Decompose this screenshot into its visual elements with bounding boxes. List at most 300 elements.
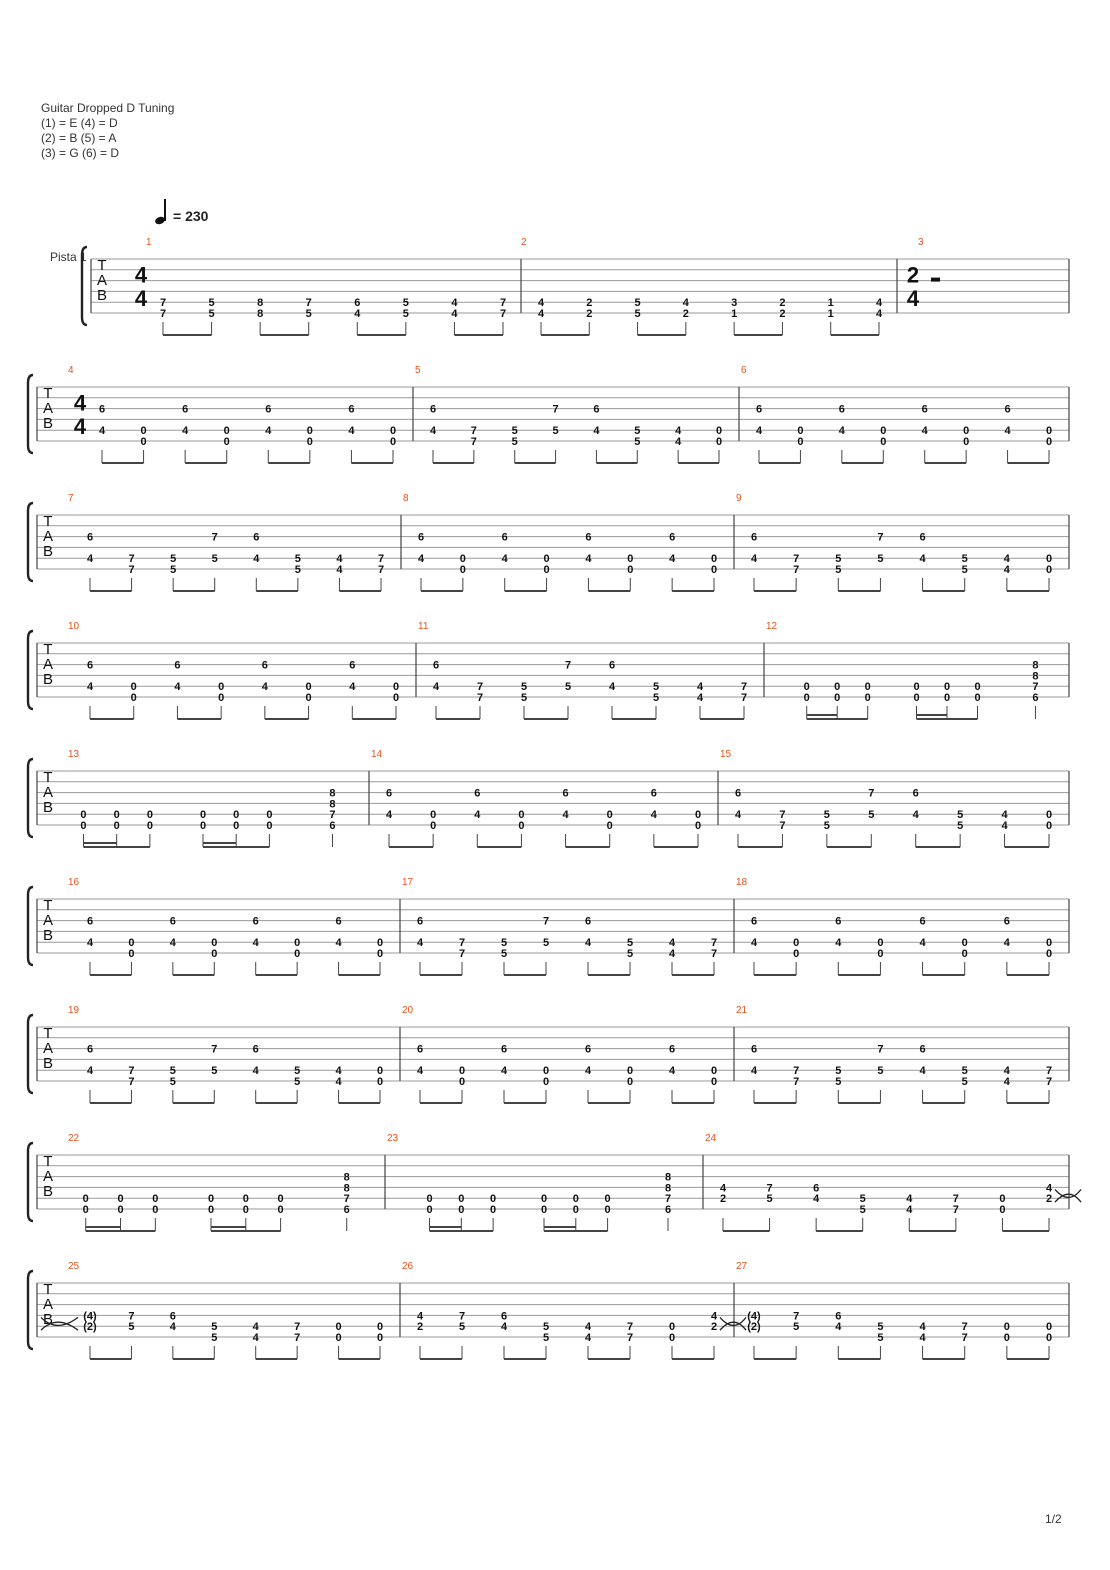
fret-number: 6 <box>261 659 268 672</box>
fret-number: 5 <box>170 553 177 566</box>
measure-number: 10 <box>68 621 80 632</box>
fret-number: 0 <box>604 1204 611 1216</box>
fret-number: 6 <box>417 531 425 544</box>
fret-number: 0 <box>606 809 613 822</box>
fret-number: 0 <box>277 1204 284 1216</box>
fret-number: 0 <box>1003 1321 1010 1334</box>
fret-number: 6 <box>432 659 440 672</box>
fret-number: 0 <box>458 1204 465 1216</box>
fret-number: 5 <box>511 436 518 448</box>
fret-number: 0 <box>199 820 207 832</box>
fret-number: 5 <box>211 1321 218 1334</box>
fret-number: 4 <box>86 681 94 694</box>
system-bracket <box>28 1015 33 1093</box>
fret-number: 4 <box>584 1332 592 1344</box>
fret-number: 7 <box>305 297 312 310</box>
fret-number: 5 <box>208 297 215 310</box>
fret-number: 2 <box>1045 1193 1053 1206</box>
fret-number: 4 <box>252 1065 259 1078</box>
fret-number: 4 <box>451 297 458 310</box>
fret-number: 0 <box>543 553 550 566</box>
fret-number: 5 <box>208 308 215 320</box>
fret-number: 6 <box>919 915 926 928</box>
measure-number: 18 <box>736 877 748 888</box>
fret-number: (2) <box>747 1321 761 1334</box>
fret-number: 7 <box>793 1310 800 1323</box>
fret-number: 6 <box>252 915 259 928</box>
fret-number: 5 <box>961 1065 968 1078</box>
fret-number: 0 <box>294 948 301 960</box>
fret-number: 6 <box>664 1204 672 1216</box>
fret-number: 5 <box>957 809 964 822</box>
tab-clef-letter: A <box>42 400 54 417</box>
fret-number: 0 <box>376 1321 384 1334</box>
fret-number: 5 <box>766 1193 773 1206</box>
fret-number: 4 <box>354 308 361 320</box>
system-bracket <box>28 375 33 453</box>
fret-number: 4 <box>562 809 569 822</box>
fret-number: 6 <box>1003 915 1010 928</box>
fret-number: 7 <box>329 809 336 822</box>
fret-number: 1 <box>827 308 834 320</box>
fret-number: 4 <box>86 937 94 950</box>
fret-number: 7 <box>476 692 484 704</box>
tab-clef-letter: T <box>43 385 53 402</box>
fret-number: 4 <box>584 1321 592 1334</box>
system-bracket <box>82 247 87 325</box>
fret-number: 1 <box>827 297 834 310</box>
tab-clef-letter: A <box>42 912 54 929</box>
fret-number: 6 <box>474 787 481 800</box>
fret-number: 0 <box>880 436 887 448</box>
fret-number: 0 <box>974 692 981 704</box>
half-rest <box>931 278 940 282</box>
tab-clef-letter: A <box>96 272 108 289</box>
fret-number: 0 <box>1045 948 1053 960</box>
fret-number: 5 <box>542 937 550 950</box>
fret-number: (2) <box>83 1321 97 1334</box>
fret-number: 6 <box>921 403 928 416</box>
fret-number: 7 <box>1032 681 1039 694</box>
measure-number: 19 <box>68 1005 80 1016</box>
fret-number: 7 <box>1045 1076 1053 1088</box>
fret-number: 0 <box>913 681 920 694</box>
fret-number: 0 <box>266 809 273 822</box>
fret-number: 5 <box>402 297 409 310</box>
fret-number: 4 <box>500 1321 508 1334</box>
fret-number: 0 <box>233 820 240 832</box>
measure-number: 11 <box>418 621 429 632</box>
fret-number: 5 <box>859 1204 866 1216</box>
fret-number: 0 <box>376 1332 384 1344</box>
fret-number: 0 <box>306 425 313 438</box>
fret-number: 6 <box>252 1043 259 1056</box>
tab-clef-letter: T <box>43 1025 53 1042</box>
fret-number: 4 <box>169 1321 176 1334</box>
measure-number: 6 <box>741 365 747 376</box>
fret-number: 4 <box>675 425 682 438</box>
fret-number: 6 <box>500 1043 508 1056</box>
measure-number: 23 <box>387 1133 399 1144</box>
fret-number: 0 <box>864 681 871 694</box>
fret-number: 0 <box>117 1193 124 1206</box>
fret-number: 5 <box>294 553 301 566</box>
tab-clef-letter: T <box>43 769 53 786</box>
fret-number: 4 <box>335 1065 342 1078</box>
fret-number: 5 <box>877 553 884 566</box>
fret-number: 0 <box>207 1204 215 1216</box>
fret-number: 5 <box>835 553 842 566</box>
fret-number: 0 <box>218 692 225 704</box>
fret-number: 4 <box>335 937 342 950</box>
fret-number: 5 <box>877 1321 884 1334</box>
fret-number: 6 <box>329 820 336 832</box>
fret-number: 5 <box>868 809 875 822</box>
fret-number: 7 <box>552 403 559 416</box>
tab-clef-letter: T <box>43 897 53 914</box>
fret-number: 0 <box>1045 809 1053 822</box>
fret-number: 4 <box>474 809 481 822</box>
fret-number: 6 <box>86 531 94 544</box>
fret-number: 5 <box>877 1332 884 1344</box>
fret-number: 0 <box>1045 820 1053 832</box>
fret-number: 5 <box>458 1321 466 1334</box>
fret-number: 0 <box>207 1193 215 1206</box>
fret-number: 7 <box>458 1310 466 1323</box>
fret-number: 0 <box>117 1204 124 1216</box>
fret-number: 7 <box>128 564 135 576</box>
fret-number: 4 <box>585 553 592 566</box>
fret-number: 0 <box>80 809 87 822</box>
tab-clef-letter: T <box>43 1281 53 1298</box>
fret-number: 7 <box>128 1076 135 1088</box>
fret-number: 5 <box>542 1321 550 1334</box>
tab-clef-letter: A <box>42 1168 54 1185</box>
fret-number: 5 <box>634 308 641 320</box>
fret-number: 6 <box>750 1043 758 1056</box>
fret-number: 0 <box>963 425 970 438</box>
fret-number: 0 <box>1045 436 1053 448</box>
fret-number: 6 <box>1004 403 1011 416</box>
fret-number: 5 <box>500 948 508 960</box>
fret-number: 0 <box>459 553 466 566</box>
time-signature-bottom: 4 <box>906 286 920 312</box>
fret-number: 6 <box>734 787 742 800</box>
fret-number: 4 <box>906 1204 913 1216</box>
fret-number: 0 <box>710 553 718 566</box>
fret-number: 0 <box>306 436 313 448</box>
fret-number: 4 <box>265 425 272 438</box>
fret-number: 8 <box>664 1182 672 1195</box>
fret-number: 4 <box>719 1182 727 1195</box>
fret-number: 0 <box>430 809 437 822</box>
fret-number: 4 <box>682 297 689 310</box>
fret-number: 4 <box>1004 425 1011 438</box>
fret-number: 0 <box>606 820 613 832</box>
fret-number: 7 <box>159 297 167 310</box>
tab-clef-letter: A <box>42 528 54 545</box>
system-bracket <box>28 1143 33 1221</box>
fret-number: 5 <box>634 297 641 310</box>
fret-number: 7 <box>476 681 484 694</box>
fret-number: 0 <box>803 681 810 694</box>
fret-number: 6 <box>86 915 94 928</box>
fret-number: 4 <box>919 553 926 566</box>
fret-number: 0 <box>793 937 800 950</box>
fret-number: 2 <box>779 297 786 310</box>
fret-number: 4 <box>696 681 704 694</box>
track-label: Pista 1 <box>50 250 87 264</box>
fret-number: 5 <box>211 553 218 566</box>
fret-number: 4 <box>1001 820 1008 832</box>
fret-number: 6 <box>169 915 176 928</box>
fret-number: 6 <box>265 403 272 416</box>
fret-number: 4 <box>336 553 343 566</box>
fret-number: 0 <box>877 948 884 960</box>
fret-number: 6 <box>835 1310 842 1323</box>
fret-number: 6 <box>169 1310 176 1323</box>
fret-number: 0 <box>797 436 804 448</box>
fret-number: 7 <box>793 564 800 576</box>
fret-number: 4 <box>98 425 106 438</box>
fret-number: 7 <box>626 1321 634 1334</box>
fret-number: 5 <box>542 1332 550 1344</box>
fret-number: 6 <box>585 531 592 544</box>
fret-number: 7 <box>343 1193 350 1206</box>
measure-number: 4 <box>68 365 74 376</box>
fret-number: 0 <box>1003 1332 1010 1344</box>
fret-number: 7 <box>211 531 218 544</box>
fret-number: 7 <box>740 681 748 694</box>
fret-number: 4 <box>252 1332 259 1344</box>
fret-number: 7 <box>868 787 875 800</box>
fret-number: 4 <box>734 809 742 822</box>
fret-number: 0 <box>426 1193 433 1206</box>
fret-number: 4 <box>750 1065 758 1078</box>
fret-number: 0 <box>627 553 634 566</box>
tab-clef-letter: B <box>42 671 54 688</box>
fret-number: 7 <box>211 1043 218 1056</box>
fret-number: 0 <box>1045 1321 1053 1334</box>
fret-number: 4 <box>385 809 393 822</box>
fret-number: 2 <box>416 1321 424 1334</box>
fret-number: 0 <box>943 681 951 694</box>
fret-number: 4 <box>875 297 883 310</box>
fret-number: 0 <box>1045 1332 1053 1344</box>
measure-number: 13 <box>68 749 80 760</box>
fret-number: 0 <box>572 1204 579 1216</box>
fret-number: 0 <box>223 436 230 448</box>
fret-number: 7 <box>128 1310 135 1323</box>
fret-number: 5 <box>169 1076 176 1088</box>
fret-number: 0 <box>152 1204 159 1216</box>
fret-number: 5 <box>859 1193 866 1206</box>
system-bracket <box>28 503 33 581</box>
fret-number: (4) <box>747 1310 761 1323</box>
fret-number: 7 <box>377 564 385 576</box>
fret-number: 0 <box>518 820 525 832</box>
fret-number: 7 <box>961 1321 968 1334</box>
tab-clef-letter: B <box>42 799 54 816</box>
fret-number: 0 <box>130 692 137 704</box>
fret-number: 7 <box>159 308 167 320</box>
fret-number: 4 <box>750 553 758 566</box>
fret-number: 0 <box>140 425 147 438</box>
fret-number: 4 <box>169 937 176 950</box>
fret-number: 6 <box>500 1310 508 1323</box>
fret-number: 0 <box>974 681 981 694</box>
fret-number: 7 <box>626 1332 634 1344</box>
fret-number: 5 <box>564 681 572 694</box>
fret-number: 4 <box>182 425 189 438</box>
fret-number: 6 <box>335 915 342 928</box>
fret-number: 0 <box>458 1076 466 1088</box>
fret-number: 5 <box>552 425 559 438</box>
fret-number: 6 <box>608 659 616 672</box>
fret-number: 7 <box>961 1332 968 1344</box>
measure-number: 16 <box>68 877 80 888</box>
fret-number: 7 <box>952 1204 959 1216</box>
fret-number: 5 <box>961 564 968 576</box>
time-signature-top: 2 <box>906 262 920 288</box>
fret-number: 2 <box>779 308 786 320</box>
fret-number: 5 <box>835 1065 842 1078</box>
fret-number: 0 <box>305 692 312 704</box>
tie-arc <box>1055 1189 1081 1197</box>
measure-number: 9 <box>736 493 742 504</box>
fret-number: 5 <box>305 308 312 320</box>
fret-number: 0 <box>943 692 951 704</box>
tempo-value: = 230 <box>173 208 209 224</box>
fret-number: 6 <box>501 531 508 544</box>
fret-number: 8 <box>1032 659 1039 672</box>
tab-clef-letter: T <box>43 641 53 658</box>
fret-number: 0 <box>211 937 218 950</box>
fret-number: 0 <box>710 564 718 576</box>
fret-number: 0 <box>242 1193 249 1206</box>
fret-number: 4 <box>675 436 682 448</box>
fret-number: 0 <box>430 820 437 832</box>
page-number: 1/2 <box>1045 1512 1062 1526</box>
fret-number: 4 <box>875 308 883 320</box>
measure-number: 25 <box>68 1261 80 1272</box>
fret-number: 0 <box>540 1193 548 1206</box>
fret-number: 0 <box>266 820 273 832</box>
fret-number: 0 <box>277 1193 284 1206</box>
fret-number: 4 <box>669 553 676 566</box>
tab-clef-letter: B <box>42 415 54 432</box>
fret-number: 0 <box>793 948 800 960</box>
fret-number: 0 <box>458 1065 466 1078</box>
fret-number: 5 <box>294 1076 301 1088</box>
fret-number: 4 <box>432 681 440 694</box>
tab-clef-letter: B <box>42 1311 54 1328</box>
fret-number: 0 <box>82 1193 89 1206</box>
fret-number: 2 <box>710 1321 718 1334</box>
time-signature-bottom: 4 <box>134 286 148 312</box>
fret-number: 6 <box>349 659 356 672</box>
fret-number: 7 <box>294 1332 301 1344</box>
fret-number: 7 <box>710 937 718 950</box>
fret-number: 0 <box>715 436 723 448</box>
tab-clef-letter: B <box>42 543 54 560</box>
fret-number: 4 <box>417 553 425 566</box>
fret-number: 0 <box>1045 553 1053 566</box>
fret-number: 5 <box>652 681 660 694</box>
fret-number: 5 <box>835 564 842 576</box>
fret-number: 0 <box>864 692 871 704</box>
fret-number: 0 <box>1045 937 1053 950</box>
measure-number: 3 <box>918 237 924 248</box>
system-bracket <box>28 887 33 965</box>
fret-number: 8 <box>257 297 264 310</box>
fret-number: 4 <box>835 1321 842 1334</box>
measure-number: 20 <box>402 1005 414 1016</box>
fret-number: 0 <box>305 681 312 694</box>
measure-number: 22 <box>68 1133 80 1144</box>
fret-number: 4 <box>174 681 181 694</box>
fret-number: 7 <box>470 425 477 438</box>
fret-number: 2 <box>586 297 593 310</box>
fret-number: 4 <box>416 1065 424 1078</box>
fret-number: 6 <box>182 403 189 416</box>
fret-number: 5 <box>877 1065 884 1078</box>
fret-number: 0 <box>140 436 147 448</box>
time-signature-top: 4 <box>134 262 148 288</box>
measure-number: 1 <box>146 237 152 248</box>
fret-number: 4 <box>710 1310 718 1323</box>
fret-number: 0 <box>626 1065 634 1078</box>
fret-number: 0 <box>146 820 153 832</box>
fret-number: 4 <box>919 1332 926 1344</box>
fret-number: 0 <box>426 1204 433 1216</box>
measure-number: 26 <box>402 1261 414 1272</box>
fret-number: 4 <box>429 425 437 438</box>
fret-number: 0 <box>963 436 970 448</box>
fret-number: 4 <box>416 1310 424 1323</box>
fret-number: 7 <box>779 809 786 822</box>
fret-number: 0 <box>626 1076 634 1088</box>
fret-number: 7 <box>710 948 718 960</box>
fret-number: 0 <box>335 1321 342 1334</box>
fret-number: 7 <box>294 1321 301 1334</box>
measure-number: 8 <box>403 493 409 504</box>
fret-number: 6 <box>755 403 763 416</box>
fret-number: 0 <box>1045 425 1053 438</box>
fret-number: 0 <box>211 948 218 960</box>
fret-number: 0 <box>880 425 887 438</box>
fret-number: 0 <box>710 1076 718 1088</box>
measure-number: 7 <box>68 493 74 504</box>
fret-number: 8 <box>329 787 336 800</box>
fret-number: 4 <box>253 553 260 566</box>
fret-number: 7 <box>458 937 466 950</box>
fret-number: 7 <box>458 948 466 960</box>
fret-number: 0 <box>490 1193 497 1206</box>
fret-number: 0 <box>543 564 550 576</box>
fret-number: 7 <box>542 915 550 928</box>
fret-number: 4 <box>838 425 845 438</box>
fret-number: 6 <box>429 403 437 416</box>
fret-number: 4 <box>921 425 928 438</box>
tuning-line: (2) = B (5) = A <box>41 131 117 145</box>
tie-arc <box>720 1317 746 1325</box>
instrument-name: Guitar Dropped D Tuning <box>41 101 175 115</box>
fret-number: 6 <box>86 1043 94 1056</box>
fret-number: 0 <box>572 1193 579 1206</box>
fret-number: 4 <box>261 681 268 694</box>
fret-number: 4 <box>1001 809 1008 822</box>
